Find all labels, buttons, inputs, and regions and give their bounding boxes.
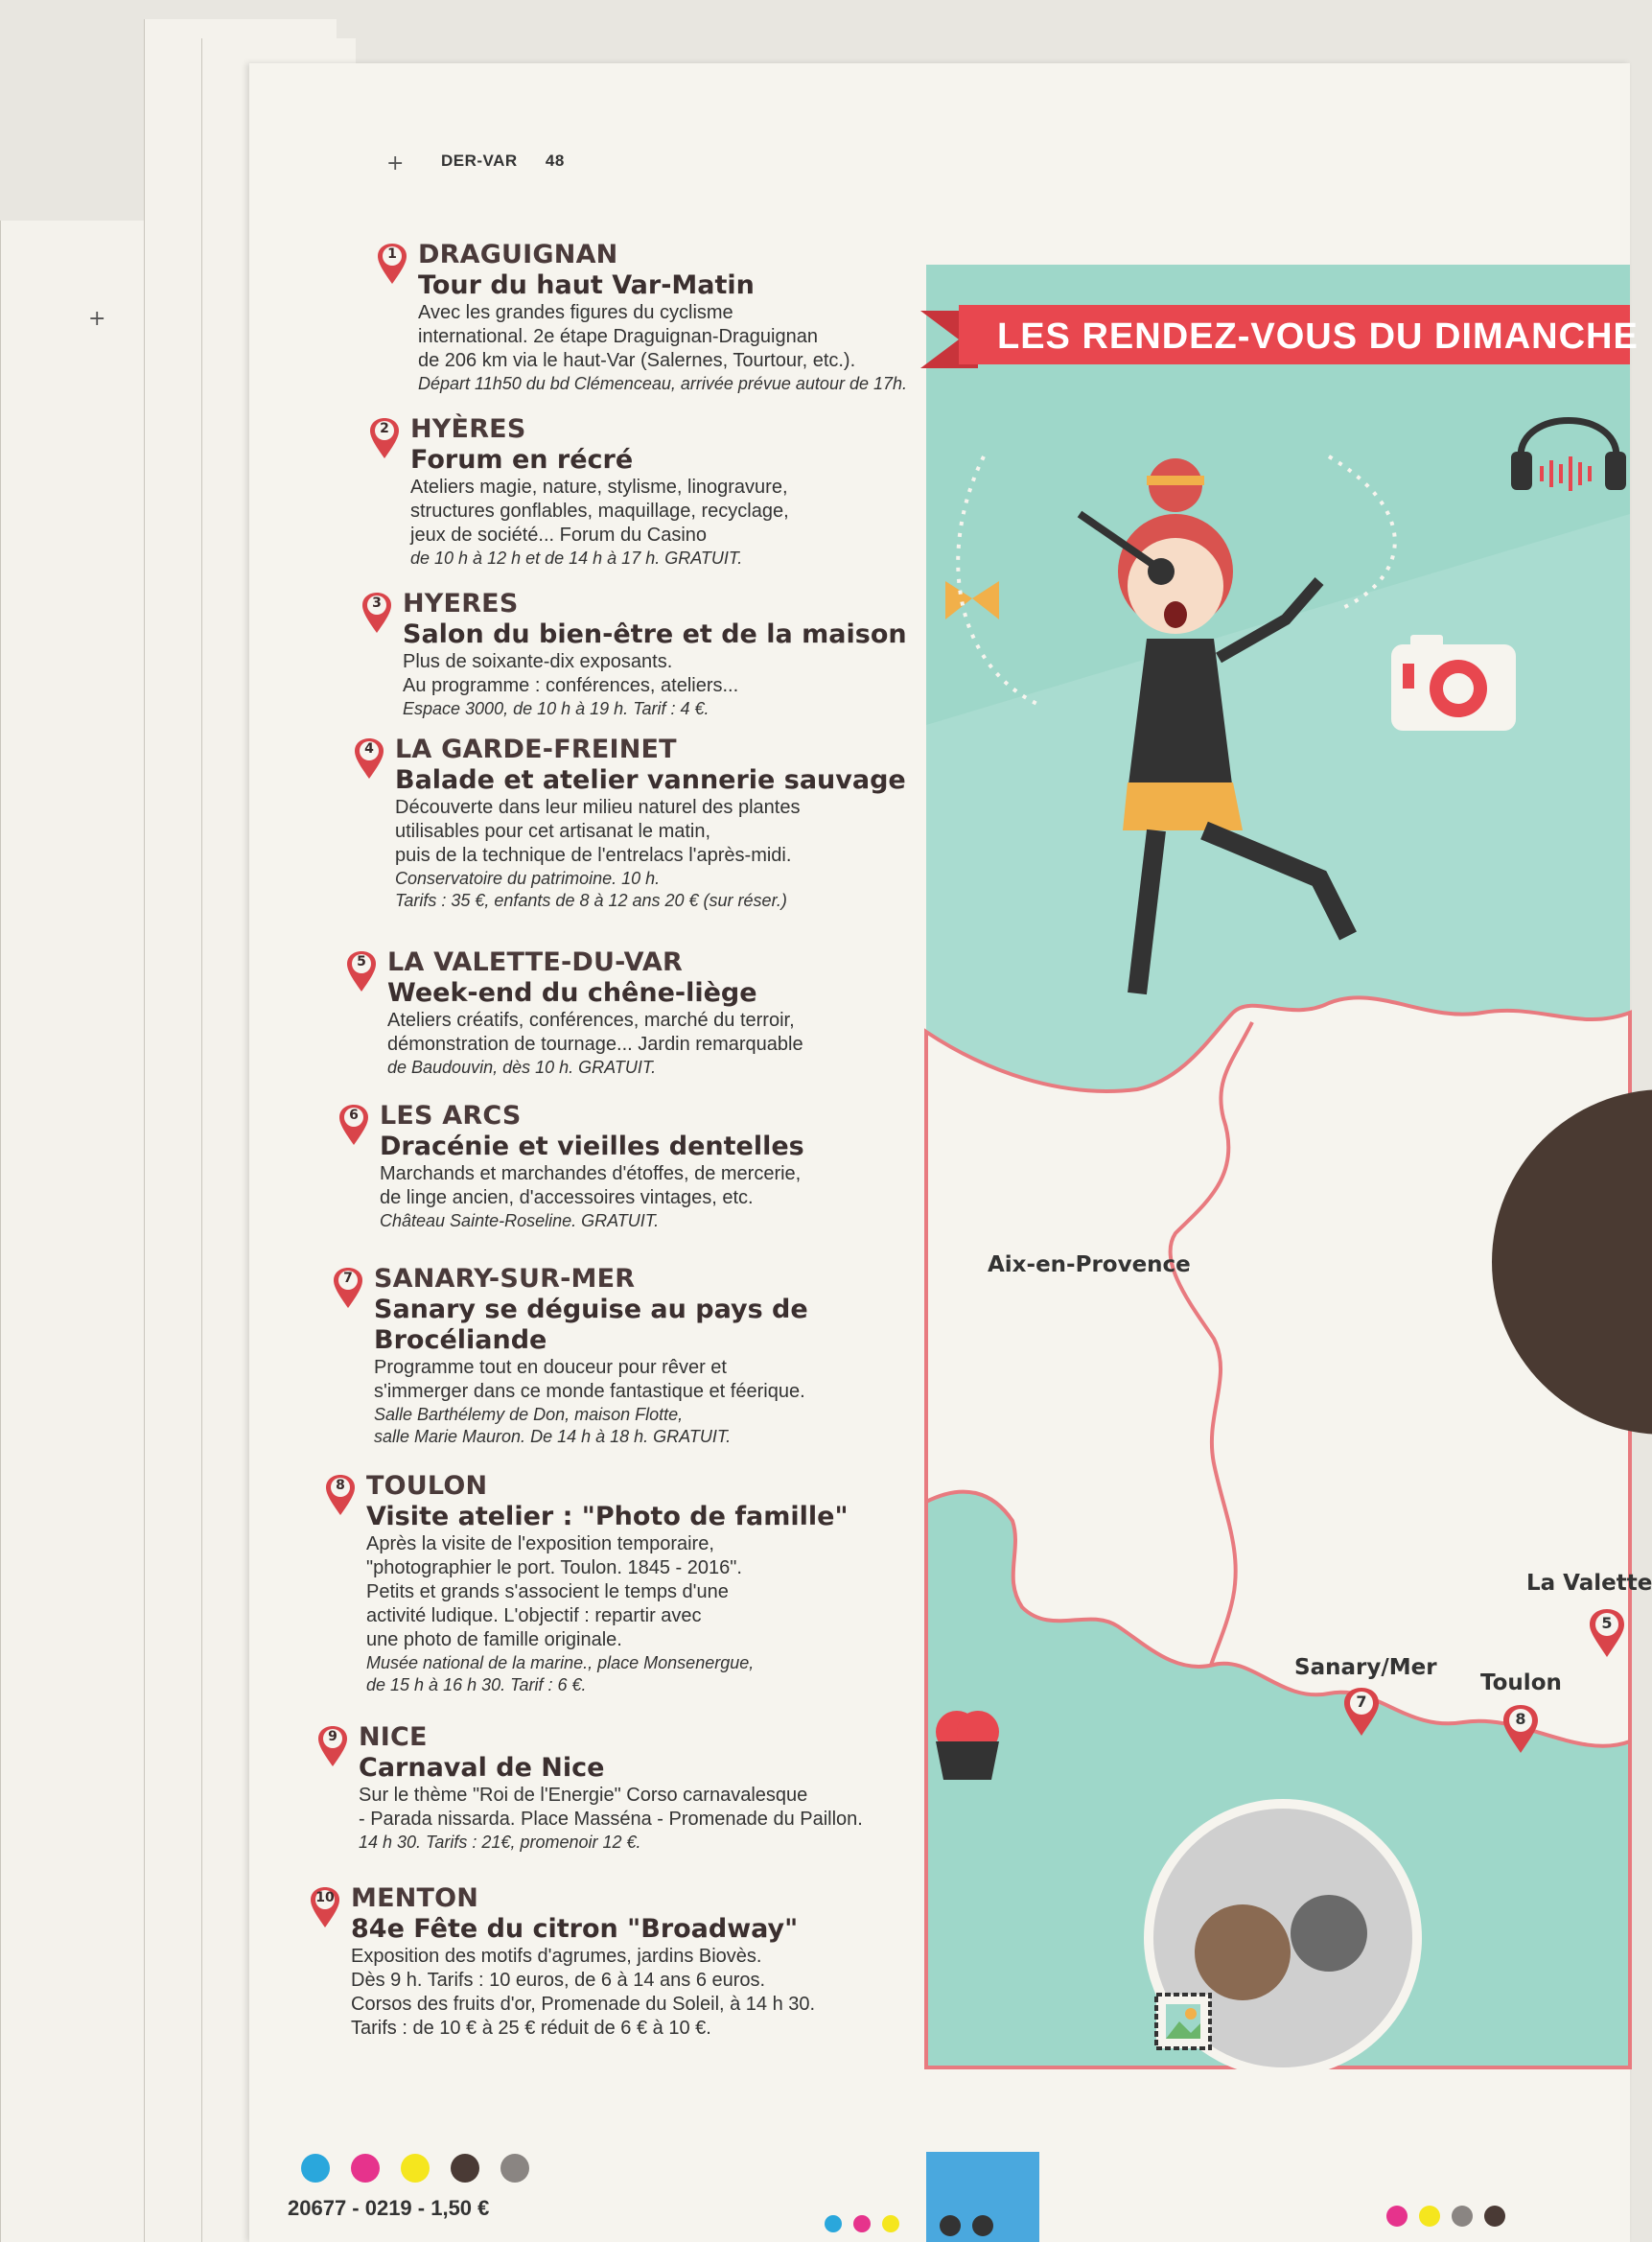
event-info-line: Salle Barthélemy de Don, maison Flotte, bbox=[374, 1405, 684, 1424]
event-description-line: utilisables pour cet artisanat le matin, bbox=[395, 821, 711, 842]
event-description-line: Dès 9 h. Tarifs : 10 euros, de 6 à 14 ans 6 euros. bbox=[351, 1970, 766, 1991]
event-item bbox=[332, 1264, 926, 1448]
event-item bbox=[353, 735, 947, 912]
map-pin-number: 8 bbox=[1515, 1710, 1526, 1728]
section-name: DER-VAR bbox=[441, 152, 518, 170]
map-pin-icon bbox=[345, 949, 378, 993]
event-info-line: Départ 11h50 du bd Clémenceau, arrivée prévue autour de 17h. bbox=[418, 374, 908, 393]
event-info-line: de 10 h à 12 h et de 14 h à 17 h. GRATUIT. bbox=[410, 549, 743, 568]
event-description-line: "photographier le port. Toulon. 1845 - 2016". bbox=[366, 1557, 742, 1578]
map-pin-icon bbox=[337, 1103, 370, 1147]
color-registration-dot bbox=[940, 2215, 961, 2236]
map-label-toulon: Toulon bbox=[1480, 1670, 1562, 1695]
event-title: Sanary se déguise au pays de Brocéliande bbox=[374, 1295, 808, 1355]
event-city: MENTON bbox=[351, 1883, 479, 1913]
registration-mark: + bbox=[386, 152, 405, 175]
map-pin-icon bbox=[309, 1885, 341, 1929]
event-description-line: Après la visite de l'exposition temporaire, bbox=[366, 1533, 714, 1554]
event-item bbox=[316, 1722, 911, 1854]
event-info-line: Musée national de la marine., place Monsenergue, bbox=[366, 1653, 755, 1672]
color-registration-dot bbox=[451, 2154, 479, 2183]
event-item bbox=[324, 1471, 919, 1696]
event-info-line: de 15 h à 16 h 30. Tarif : 6 €. bbox=[366, 1675, 587, 1694]
color-registration-dot bbox=[1452, 2206, 1473, 2227]
event-city: TOULON bbox=[366, 1471, 488, 1501]
event-title: Tour du haut Var-Matin bbox=[418, 270, 755, 300]
map-pin-icon bbox=[324, 1473, 357, 1517]
event-city: HYERES bbox=[403, 589, 519, 619]
event-city: SANARY-SUR-MER bbox=[374, 1264, 636, 1294]
map-pin-number: 7 bbox=[1356, 1693, 1367, 1711]
registration-mark: + bbox=[88, 307, 106, 331]
map-illustration bbox=[926, 265, 1652, 2067]
event-description-line: Exposition des motifs d'agrumes, jardins Biovès. bbox=[351, 1946, 762, 1967]
event-number: 1 bbox=[387, 246, 397, 262]
event-description-line: démonstration de tournage... Jardin remarquable bbox=[387, 1034, 803, 1055]
map-label-sanary: Sanary/Mer bbox=[1294, 1655, 1437, 1680]
color-registration-dot bbox=[825, 2215, 842, 2232]
event-title: 84e Fête du citron "Broadway" bbox=[351, 1914, 799, 1944]
event-info-line: Château Sainte-Roseline. GRATUIT. bbox=[380, 1211, 660, 1230]
map-pin-sanary bbox=[1342, 1686, 1381, 1738]
color-registration-dot bbox=[882, 2215, 899, 2232]
map-label-valette: La Valette bbox=[1526, 1571, 1652, 1596]
event-description-line: une photo de famille originale. bbox=[366, 1629, 622, 1650]
event-item bbox=[361, 589, 955, 720]
map-pin-icon bbox=[353, 736, 385, 781]
event-info-line: Tarifs : 35 €, enfants de 8 à 12 ans 20 € (sur réser.) bbox=[395, 891, 787, 910]
event-description-line: Avec les grandes figures du cyclisme bbox=[418, 302, 733, 323]
event-description-line: Tarifs : de 10 € à 25 € réduit de 6 € à 10 €. bbox=[351, 2018, 711, 2039]
event-description-line: structures gonflables, maquillage, recyclage, bbox=[410, 501, 789, 522]
map-pin-valette bbox=[1588, 1607, 1626, 1659]
event-description-line: de linge ancien, d'accessoires vintages, etc. bbox=[380, 1187, 754, 1208]
map-pin-icon bbox=[361, 591, 393, 635]
event-title: Forum en récré bbox=[410, 445, 634, 475]
event-description-line: s'immerger dans ce monde fantastique et féerique. bbox=[374, 1381, 805, 1402]
event-number: 8 bbox=[336, 1478, 345, 1493]
event-city: LA GARDE-FREINET bbox=[395, 735, 677, 764]
event-item bbox=[345, 947, 940, 1079]
banner-title: LES RENDEZ-VOUS DU DIMANCHE bbox=[997, 316, 1639, 357]
map-label-aix: Aix-en-Provence bbox=[988, 1252, 1191, 1277]
event-item bbox=[309, 1883, 903, 2041]
page-number: 48 bbox=[545, 152, 565, 170]
illustration-panel bbox=[926, 265, 1652, 2067]
event-description-line: Ateliers magie, nature, stylisme, linogravure, bbox=[410, 477, 788, 498]
event-description-line: Programme tout en douceur pour rêver et bbox=[374, 1357, 727, 1378]
event-info-line: Espace 3000, de 10 h à 19 h. Tarif : 4 €. bbox=[403, 699, 710, 718]
map-pin-icon bbox=[376, 242, 408, 286]
event-item bbox=[368, 414, 963, 570]
event-number: 10 bbox=[315, 1890, 335, 1905]
event-number: 9 bbox=[328, 1729, 337, 1744]
page-header bbox=[441, 152, 588, 171]
event-title: Salon du bien-être et de la maison bbox=[403, 619, 907, 649]
color-registration-dot bbox=[401, 2154, 430, 2183]
map-pin-icon bbox=[368, 416, 401, 460]
map-pin-toulon bbox=[1501, 1703, 1540, 1755]
color-registration-dot bbox=[853, 2215, 871, 2232]
event-description-line: international. 2e étape Draguignan-Draguignan bbox=[418, 326, 818, 347]
map-pin-icon bbox=[316, 1724, 349, 1768]
event-info-line: Conservatoire du patrimoine. 10 h. bbox=[395, 869, 661, 888]
color-registration-dot bbox=[351, 2154, 380, 2183]
event-city: DRAGUIGNAN bbox=[418, 240, 618, 269]
event-description-line: Découverte dans leur milieu naturel des plantes bbox=[395, 797, 801, 818]
event-city: LES ARCS bbox=[380, 1101, 522, 1131]
event-description-line: Plus de soixante-dix exposants. bbox=[403, 651, 673, 672]
event-description-line: Corsos des fruits d'or, Promenade du Soleil, à 14 h 30. bbox=[351, 1994, 816, 2015]
event-title: Carnaval de Nice bbox=[359, 1753, 605, 1783]
event-title: Week-end du chêne-liège bbox=[387, 978, 757, 1008]
event-number: 4 bbox=[364, 741, 374, 757]
color-registration-dot bbox=[972, 2215, 993, 2236]
event-description-line: Sur le thème "Roi de l'Energie" Corso carnavalesque bbox=[359, 1785, 808, 1806]
barcode-number: 20677 - 0219 - 1,50 € bbox=[288, 2196, 490, 2220]
event-description-line: Marchands et marchandes d'étoffes, de mercerie, bbox=[380, 1163, 802, 1184]
event-number: 5 bbox=[357, 954, 366, 969]
event-number: 6 bbox=[349, 1108, 359, 1123]
event-number: 3 bbox=[372, 596, 382, 611]
event-number: 2 bbox=[380, 421, 389, 436]
event-number: 7 bbox=[343, 1271, 353, 1286]
color-registration-dot bbox=[301, 2154, 330, 2183]
event-info-line: 14 h 30. Tarifs : 21€, promenoir 12 €. bbox=[359, 1833, 641, 1852]
color-registration-dot bbox=[1484, 2206, 1505, 2227]
event-description-line: Au programme : conférences, ateliers... bbox=[403, 675, 739, 696]
event-description-line: - Parada nissarda. Place Masséna - Promenade du Paillon. bbox=[359, 1809, 863, 1830]
event-info-line: de Baudouvin, dès 10 h. GRATUIT. bbox=[387, 1058, 657, 1077]
event-title: Balade et atelier vannerie sauvage bbox=[395, 765, 906, 795]
event-description-line: puis de la technique de l'entrelacs l'après-midi. bbox=[395, 845, 792, 866]
event-description-line: Petits et grands s'associent le temps d'une bbox=[366, 1581, 729, 1602]
event-city: HYÈRES bbox=[410, 414, 526, 444]
event-description-line: jeux de société... Forum du Casino bbox=[410, 525, 708, 546]
color-registration-dot bbox=[1419, 2206, 1440, 2227]
event-description-line: activité ludique. L'objectif : repartir avec bbox=[366, 1605, 702, 1626]
event-title: Visite atelier : "Photo de famille" bbox=[366, 1502, 849, 1531]
event-city: LA VALETTE-DU-VAR bbox=[387, 947, 683, 977]
event-info-line: salle Marie Mauron. De 14 h à 18 h. GRATUIT. bbox=[374, 1427, 732, 1446]
map-pin-icon bbox=[332, 1266, 364, 1310]
event-description-line: de 206 km via le haut-Var (Salernes, Tourtour, etc.). bbox=[418, 350, 856, 371]
color-registration-dot bbox=[500, 2154, 529, 2183]
map-pin-number: 5 bbox=[1601, 1614, 1613, 1632]
event-title: Dracénie et vieilles dentelles bbox=[380, 1132, 804, 1161]
event-item bbox=[376, 240, 970, 395]
event-description-line: Ateliers créatifs, conférences, marché du terroir, bbox=[387, 1010, 795, 1031]
event-city: NICE bbox=[359, 1722, 428, 1752]
color-registration-dot bbox=[1386, 2206, 1408, 2227]
event-item bbox=[337, 1101, 932, 1232]
